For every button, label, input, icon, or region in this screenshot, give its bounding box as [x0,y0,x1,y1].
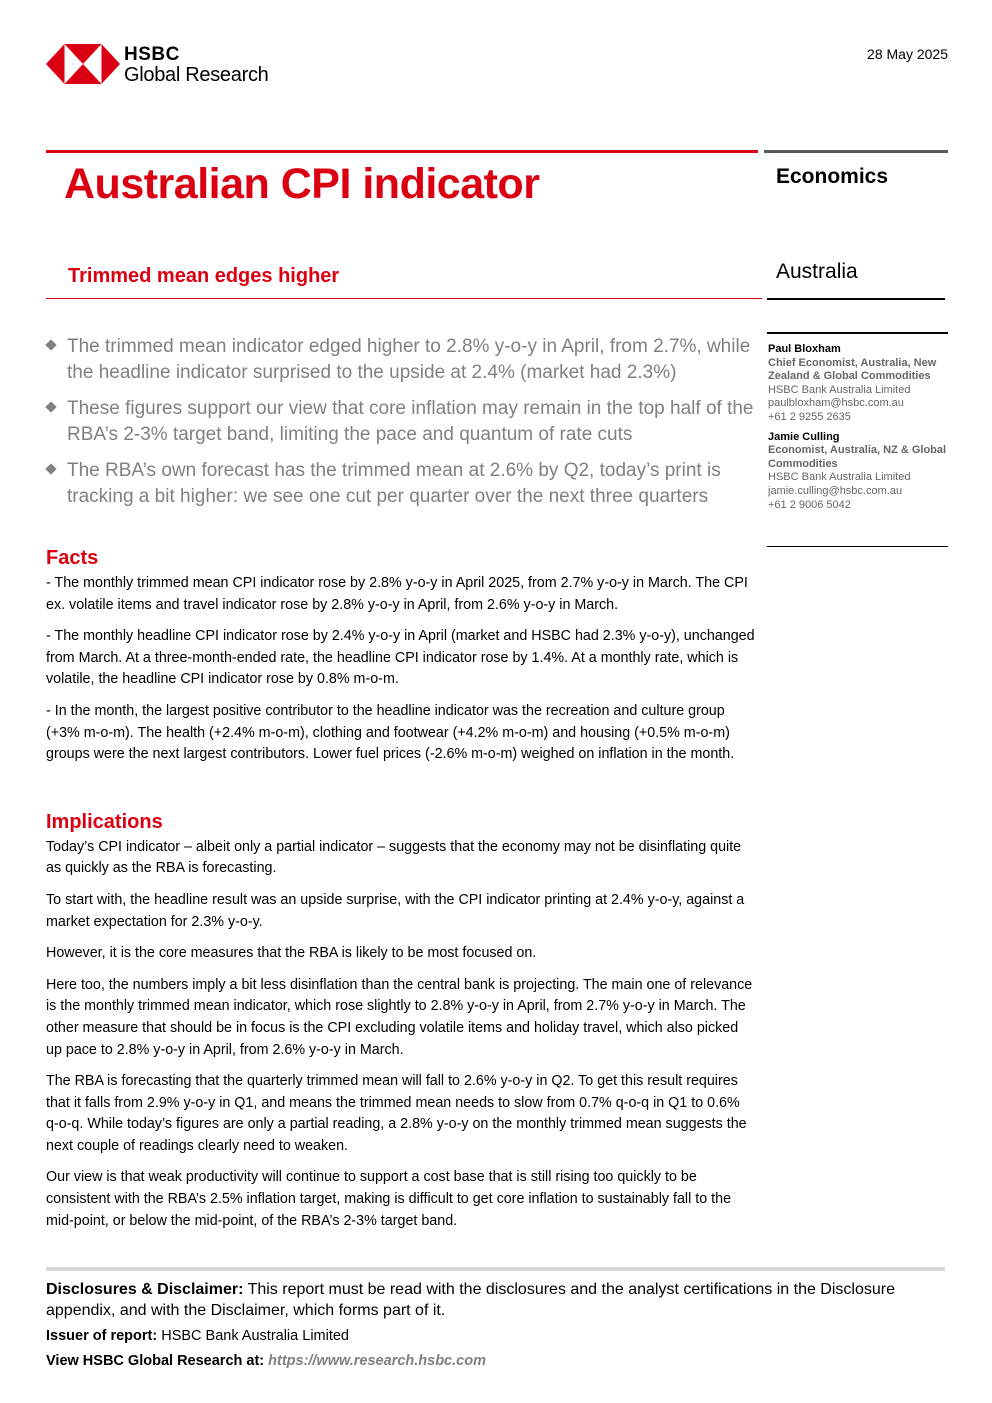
analyst-role: Economist, Australia, NZ & Global Commodities [768,444,947,470]
analyst-panel [768,343,948,518]
analyst-company: HSBC Bank Australia Limited [768,383,911,396]
analyst-email[interactable]: jamie.culling@hsbc.com.au [768,484,903,497]
implications-paragraph: Today’s CPI indicator – albeit only a partial indicator – suggests that the economy may not be disinflating quite as quickly as the RBA is forecasting. [46,838,742,877]
section-gap [46,776,756,810]
view-label: View HSBC Global Research at: [46,1353,269,1369]
analyst-card [768,431,948,513]
facts-paragraph: - The monthly trimmed mean CPI indicator rose by 2.8% y-o-y in April 2025, from 2.7% y-o-y in March. The CPI ex. volatile items and travel indicator rose by 2.8% y-o-y in April, from 2.6% y-o-y in March. [46,575,748,613]
analyst-name: Jamie Culling [768,430,840,443]
issuer-text: HSBC Bank Australia Limited [157,1328,349,1344]
implications-heading: Implications [46,810,163,833]
key-point: The RBA’s own forecast has the trimmed mean at 2.6% by Q2, today’s print is tracking a bit higher: we see one cut per quarter over the next three quarters [46,458,766,510]
subtitle-rule [46,298,762,299]
diamond-bullet-icon [45,463,56,474]
key-point: These figures support our view that core inflation may remain in the top half of the RBA’s 2-3% target band, limiting the pace and quantum of rate cuts [46,396,766,448]
issuer-notice [46,1328,349,1344]
logo-subtitle: Global Research [124,64,269,86]
diamond-bullet-icon [45,339,56,350]
hsbc-hexagon-icon [46,44,120,84]
sidebar-top-rule [764,150,948,153]
implications-paragraph: The RBA is forecasting that the quarterly trimmed mean will fall to 2.6% y-o-y in Q2. To get this result requires that it falls from 2.9% y-o-y in Q1, and means the trimmed mean needs to slow from 0.7% q-o-q in Q1 to 0.6% q-o-q. While today’s figures are only a partial reading, a 2.8% y-o-y on the monthly trimmed mean suggests the next couple of readings clearly need to weaken. [46,1073,747,1154]
disclosure-notice [46,1279,926,1321]
report-subtitle: Trimmed mean edges higher [68,265,340,287]
analyst-company: HSBC Bank Australia Limited [768,471,911,484]
disclosure-text: This report must be read with the disclosures and the analyst certifications in the Disclosure appendix, and with the Disclaimer, which forms part of it. [46,1281,895,1319]
issuer-label: Issuer of report: [46,1328,158,1344]
report-date: 28 May 2025 [867,46,948,62]
implications-paragraph: Our view is that weak productivity will continue to support a cost base that is still rising too quickly to be consistent with the RBA’s 2.5% inflation target, making is difficult to get core inflation to sustainably fall to the mid-point, or below the mid-point, of the RBA’s 2-3% target band. [46,1169,732,1229]
hsbc-logo [46,44,286,88]
facts-paragraph: - In the month, the largest positive contributor to the headline indicator was the recreation and culture group (+3% m-o-m). The health (+2.4% m-o-m), clothing and footwear (+4.2% m-o-m) and housing (+0.5% m-o-m) groups were the next largest contributors. Lower fuel prices (-2.6% m-o-m) weighed on inflation in the month. [46,702,735,763]
implications-paragraph: To start with, the headline result was an upside surprise, with the CPI indicator printing at 2.4% y-o-y, against a market expectation for 2.3% y-o-y. [46,891,745,930]
analyst-card [768,343,948,425]
section-label: Economics [776,165,889,188]
analyst-name: Paul Bloxham [768,343,841,355]
analyst-role: Chief Economist, Australia, New Zealand & Global Commodities [768,356,937,383]
implications-paragraph: Here too, the numbers imply a bit less disinflation than the central bank is projecting. The main one of relevance is the monthly trimmed mean indicator, which rose slightly to 2.8% y-o-y in April, from 2.7% y-o-y in March. The other measure that should be in focus is the CPI excluding volatile items and holiday travel, which also picked up pace to 2.8% y-o-y in April, from 2.6% y-o-y in March. [46,976,753,1058]
analyst-phone: +61 2 9006 5042 [768,498,851,511]
analyst-top-rule [767,332,948,334]
disclosure-label: Disclosures & Disclaimer: [46,1281,244,1298]
research-link-notice [46,1353,486,1369]
diamond-bullet-icon [45,401,56,412]
analyst-bottom-rule [767,546,948,547]
logo-brand: HSBC [124,44,180,65]
analyst-email[interactable]: paulbloxham@hsbc.com.au [768,397,904,410]
key-point: The trimmed mean indicator edged higher to 2.8% y-o-y in April, from 2.7%, while the headline indicator surprised to the upside at 2.4% (market had 2.3%) [46,334,766,386]
country-label: Australia [776,260,858,283]
facts-paragraph: - The monthly headline CPI indicator rose by 2.4% y-o-y in April (market and HSBC had 2.3% y-o-y), unchanged from March. At a three-month-ended rate, the headline CPI indicator rose by 1.4%. At a monthly rate, which is volatile, the headline CPI indicator rose by 0.8% m-o-m. [46,628,755,688]
title-rule [46,150,758,153]
report-body [46,546,756,1242]
footer-rule [46,1267,945,1271]
research-url-link[interactable]: https://www.research.hsbc.com [268,1353,486,1369]
country-rule [767,298,945,300]
facts-heading: Facts [46,547,99,569]
key-points [46,334,766,520]
analyst-phone: +61 2 9255 2635 [768,410,851,423]
implications-paragraph: However, it is the core measures that the RBA is likely to be most focused on. [46,945,537,962]
report-title: Australian CPI indicator [64,160,540,208]
